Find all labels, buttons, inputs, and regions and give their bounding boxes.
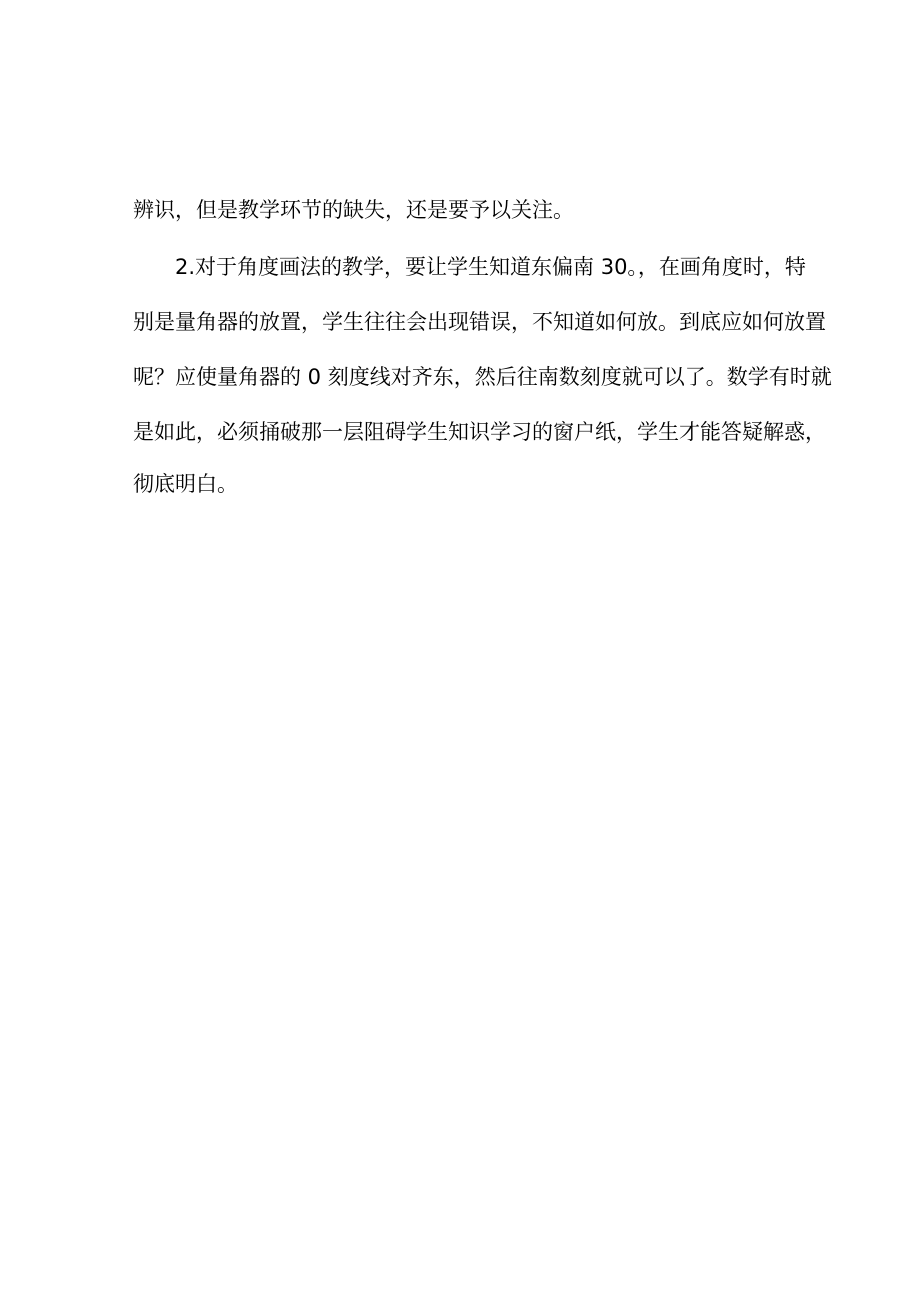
paragraph-line: 2.对于角度画法的教学，要让学生知道东偏南 30。，在画角度时，特 [175,255,806,279]
paragraph-line: 是如此，必须捅破那一层阻碍学生知识学习的窗户纸，学生才能答疑解惑， [133,420,826,444]
paragraph-line: 别是量角器的放置，学生往往会出现错误，不知道如何放。到底应如何放置 [133,310,826,334]
paragraph-line: 辨识，但是教学环节的缺失，还是要予以关注。 [133,198,574,222]
paragraph-line: 彻底明白。 [133,472,238,496]
paragraph-line: 呢？应使量角器的 0 刻度线对齐东，然后往南数刻度就可以了。数学有时就 [133,365,832,389]
